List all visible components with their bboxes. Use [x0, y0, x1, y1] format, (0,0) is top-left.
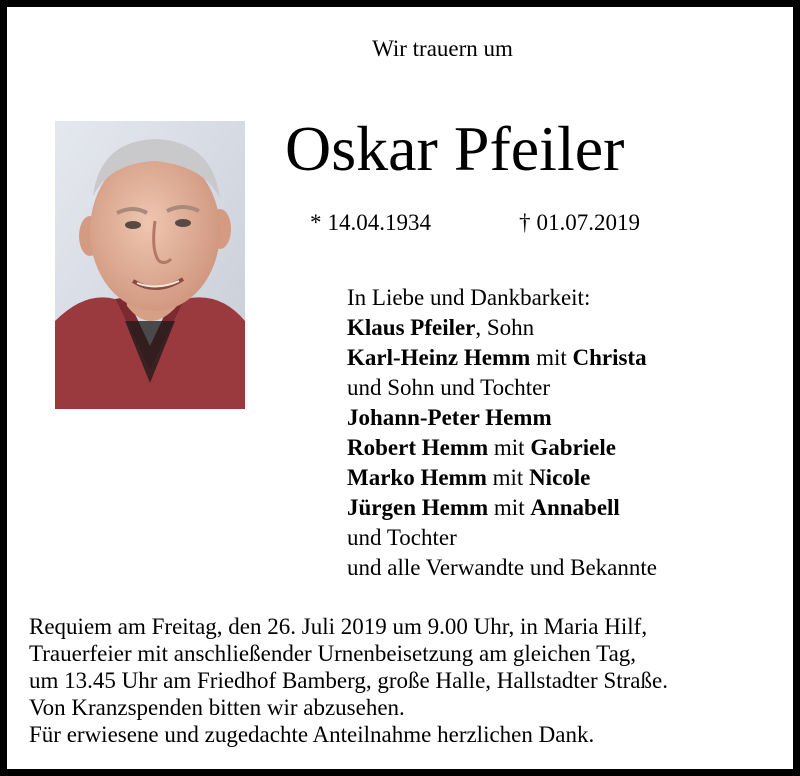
family-line	[347, 343, 657, 373]
family-line	[347, 463, 657, 493]
family-line-text: mit	[486, 465, 530, 490]
deceased-name: Oskar Pfeiler	[285, 113, 625, 184]
family-member-name: Christa	[572, 345, 647, 370]
family-member-name: Karl-Heinz Hemm	[347, 345, 531, 370]
family-line	[347, 553, 657, 583]
family-line-text: mit	[488, 435, 531, 460]
service-detail-line: Von Kranzspenden bitten wir abzusehen.	[29, 695, 405, 720]
family-line	[347, 493, 657, 523]
portrait-photo	[55, 121, 245, 409]
family-line	[347, 523, 657, 553]
family-line-text: , Sohn	[475, 315, 535, 340]
birth-date	[310, 208, 431, 238]
service-details	[29, 613, 668, 748]
service-detail-line: Trauerfeier mit anschließender Urnenbeisetzung am gleichen Tag,	[29, 641, 637, 666]
intro-text: Wir trauern um	[372, 36, 513, 61]
family-member-name: Marko Hemm	[347, 465, 487, 490]
family-member-name: Annabell	[530, 495, 620, 520]
service-detail-line: Für erwiesene und zugedachte Anteilnahme herzlichen Dank.	[29, 722, 595, 747]
portrait-image	[55, 121, 245, 409]
birth-date-value: 14.04.1934	[327, 210, 431, 235]
death-cross-icon: †	[519, 210, 531, 235]
family-line-text: mit	[488, 495, 531, 520]
family-line-text: mit	[530, 345, 573, 370]
family-member-name: Robert Hemm	[347, 435, 489, 460]
family-line	[347, 403, 657, 433]
family-members	[347, 313, 657, 583]
family-line	[347, 433, 657, 463]
family-heading: In Liebe und Dankbarkeit:	[347, 285, 591, 310]
family-member-name: Jürgen Hemm	[347, 495, 489, 520]
birth-star-icon: *	[310, 210, 322, 235]
family-line-text: und Tochter	[347, 525, 457, 550]
family-line	[347, 373, 657, 403]
family-line-text: und Sohn und Tochter	[347, 375, 551, 400]
family-member-name: Johann-Peter Hemm	[347, 405, 552, 430]
service-detail-line: um 13.45 Uhr am Friedhof Bamberg, große Halle, Hallstadter Straße.	[29, 668, 668, 693]
family-member-name: Klaus Pfeiler	[347, 315, 476, 340]
death-date	[519, 208, 640, 238]
family-list	[347, 283, 657, 583]
family-member-name: Gabriele	[530, 435, 616, 460]
family-member-name: Nicole	[529, 465, 591, 490]
death-date-value: 01.07.2019	[536, 210, 640, 235]
family-line-text: und alle Verwandte und Bekannte	[347, 555, 657, 580]
family-line	[347, 313, 657, 343]
service-detail-line: Requiem am Freitag, den 26. Juli 2019 um 9.00 Uhr, in Maria Hilf,	[29, 614, 648, 639]
